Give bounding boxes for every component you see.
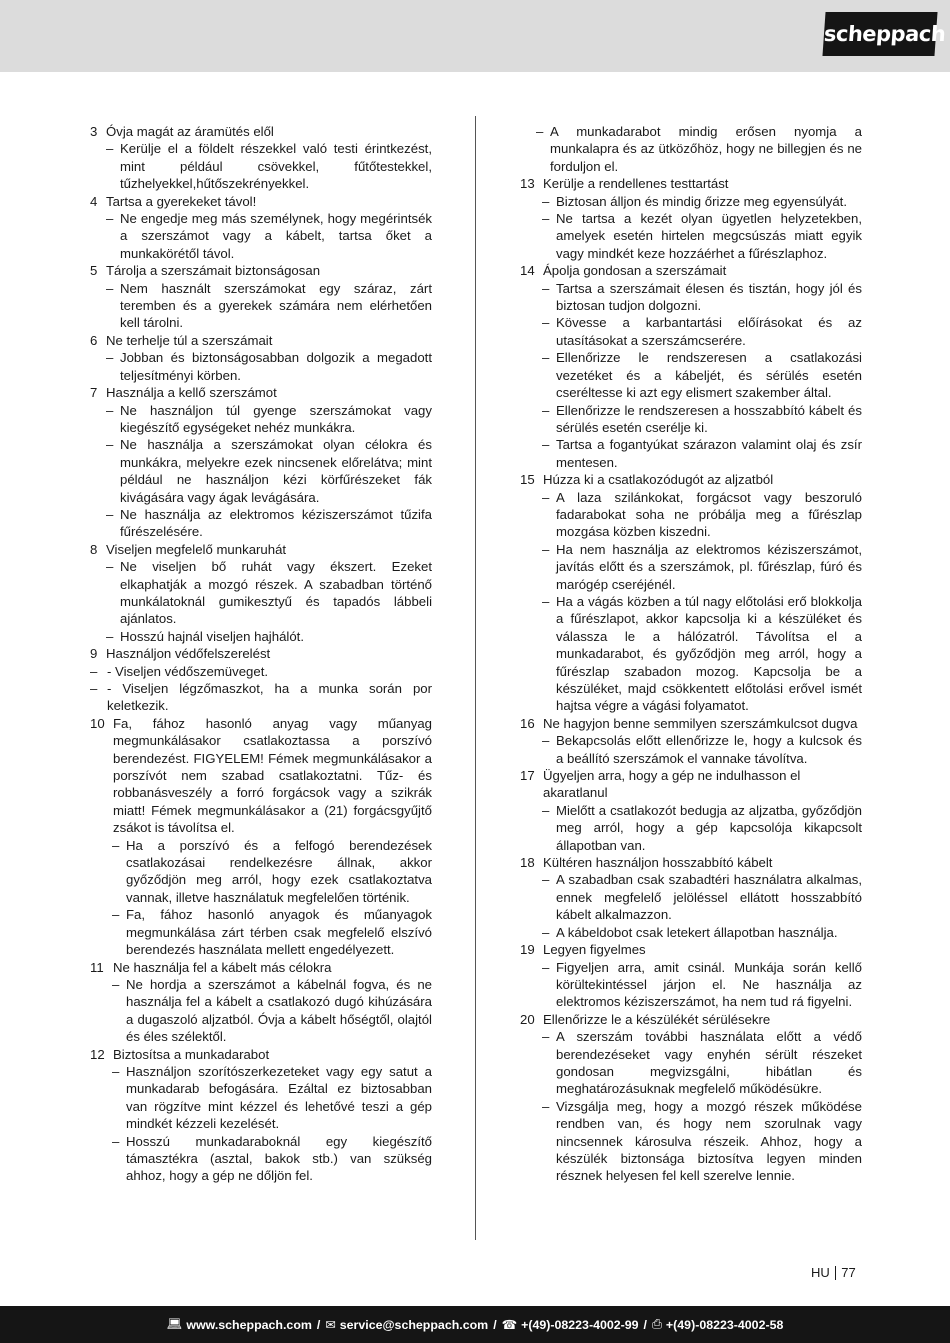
- bullet-text: A szerszám további használata előtt a védő berendezéseket vagy enyhén sérült részeket gondosan megvizsgálni, hibátlan és meghatározásuknak megfelelő működésükre.: [556, 1029, 862, 1097]
- section-number: 17: [520, 768, 535, 784]
- bullet-item: [520, 732, 862, 767]
- bullet-dash: –: [542, 541, 550, 557]
- section-title: Kültéren használjon hosszabbító kábelt: [543, 855, 773, 871]
- section-title: Ügyeljen arra, hogy a gép ne indulhasson el akaratlanul: [543, 768, 801, 801]
- section-heading: [520, 1011, 862, 1028]
- bullet-dash: –: [106, 402, 114, 418]
- bullet-item: [90, 1133, 432, 1185]
- section-title: Óvja magát az áramütés elől: [106, 124, 274, 139]
- bullet-dash: –: [542, 872, 550, 888]
- bullet-text: Ne hordja a szerszámot a kábelnál fogva, és ne használja fel a kábelt a csatlakozó dugó kihúzására a dugaszoló aljzatból. Óvja a kábelt hőségtől, olajtól és éles szélektől.: [126, 976, 432, 1045]
- section-number: 13: [520, 176, 535, 192]
- bullet-item: [90, 349, 432, 384]
- section-title: Fa, fához hasonló anyag vagy műanyag megmunkálásakor csatlakoztassa a porszívó berendezést. FIGYELEM! Fémek megmunkálásakor a porszívót nem szabad csatlakoztatni. Tűz- és robbanásveszély a forró forgácsok vagy a szikrák miatt! Fémek megmunkálásakor a (21) forgácsgyűjtő zsákot is távolítsa el.: [113, 715, 432, 836]
- bullet-text: Jobban és biztonságosabban dolgozik a megadott teljesítményi körben.: [120, 350, 432, 383]
- phone-icon: ☎︎: [501, 1318, 518, 1332]
- language-code: HU: [811, 1265, 830, 1280]
- page-number: [811, 1265, 856, 1280]
- bullet-item: [520, 193, 862, 210]
- section-number: 7: [90, 385, 98, 401]
- bullet-text: Kövesse a karbantartási előírásokat és az utasításokat a szerszámcserére.: [556, 315, 862, 348]
- section-title: Tartsa a gyerekeket távol!: [106, 193, 257, 209]
- bullet-dash: –: [542, 593, 550, 609]
- bullet-item: [520, 593, 862, 715]
- bullet-item: [90, 436, 432, 506]
- section-number: 9: [90, 646, 98, 662]
- right-column: [520, 123, 862, 1185]
- section-number: 4: [90, 193, 98, 209]
- bullet-dash: –: [542, 489, 550, 505]
- bullet-text: Biztosan álljon és mindig őrizze meg egyensúlyát.: [556, 193, 848, 209]
- bullet-dash: –: [542, 350, 550, 366]
- header-band: [0, 0, 950, 72]
- bullet-item: [520, 959, 862, 1011]
- bullet-text: Ha a vágás közben a túl nagy előtolási erő blokkolja a fűrészlapot, akkor kapcsolja ki a készüléket és válassza le a hálózatról. Távolítsa el a munkadarabot, és győződjön meg arról, hogy a fűrészlap szabadon mozog. Kapcsolja be a készüléket, majd csökkentett előtolási erővel ismét hajtsa végre a vágási folyamatot.: [556, 593, 862, 714]
- bullet-text: Mielőtt a csatlakozót bedugja az aljzatba, győződjön meg arról, hogy a gép kapcsolója kikapcsolt állapotban van.: [556, 802, 862, 853]
- bullet-text: A szabadban csak szabadtéri használatra alkalmas, ennek megfelelő jelöléssel ellátott hosszabbító kábelt alkalmazzon.: [556, 872, 862, 923]
- section-heading: [520, 767, 862, 802]
- bullet-dash: –: [542, 437, 550, 453]
- bullet-dash: –: [106, 350, 114, 366]
- bullet-dash: –: [106, 506, 114, 522]
- footer-separator: /: [316, 1317, 321, 1332]
- section-title: Legyen figyelmes: [543, 942, 646, 958]
- bullet-dash: –: [542, 315, 550, 331]
- footer-separator: /: [493, 1317, 497, 1332]
- bullet-text: A laza szilánkokat, forgácsot vagy beszoruló fadarabokat soha ne próbálja meg a fűrészlap mozgása közben kiszedni.: [556, 489, 862, 540]
- section-title: Használjon védőfelszerelést: [106, 646, 271, 662]
- bullet-dash: –: [542, 280, 550, 296]
- bullet-item: [90, 210, 432, 262]
- section-number: 14: [520, 263, 535, 279]
- bullet-text: Ne tartsa a kezét olyan ügyetlen helyzetekben, amelyek esetén hirtelen megcsúszás miatt egyik vagy mindkét keze hozzáérhet a fűrészlaphoz.: [556, 211, 862, 261]
- section-number: 15: [520, 472, 535, 488]
- section-number: 12: [90, 1046, 105, 1062]
- section-title: Ne terhelje túl a szerszámait: [106, 332, 273, 348]
- bullet-dash: –: [112, 837, 120, 853]
- bullet-item: [520, 541, 862, 593]
- section-title: Húzza ki a csatlakozódugót az aljzatból: [543, 472, 774, 488]
- bullet-dash: –: [542, 402, 550, 418]
- bullet-dash: –: [106, 280, 114, 296]
- section-title: Használja a kellő szerszámot: [106, 385, 277, 401]
- footer-phone[interactable]: +(49)-08223-4002-99: [521, 1317, 639, 1332]
- bullet-item: [90, 680, 432, 715]
- section-heading: [520, 175, 862, 192]
- bullet-text: Ellenőrizze le rendszeresen a hosszabbító kábelt és sérülés esetén cserélje ki.: [556, 402, 862, 435]
- footer-bar: [0, 1306, 950, 1343]
- section-heading: [520, 262, 862, 279]
- section-title: Biztosítsa a munkadarabot: [113, 1046, 270, 1062]
- bullet-text: Ellenőrizze le rendszeresen a csatlakozási vezetéket és a kábeljét, és sérülés esetén cseréltesse ki azt egy elismert szakember által.: [556, 350, 862, 401]
- page-number-value: 77: [841, 1265, 856, 1280]
- bullet-item: [520, 402, 862, 437]
- bullet-text: Ne használja a szerszámokat olyan célokra és munkákra, melyekre ezek nincsenek előrelátva; mint például ne használjon kézi körfűrészeket fák kivágására vagy ágak levágására.: [120, 437, 432, 505]
- section-title: Kerülje a rendellenes testtartást: [543, 176, 729, 192]
- bullet-text: - Viseljen védőszemüveget.: [107, 663, 269, 679]
- section-number: 11: [90, 959, 104, 975]
- bullet-dash: –: [112, 1063, 120, 1079]
- section-title: Ne használja fel a kábelt más célokra: [113, 959, 332, 975]
- bullet-dash: –: [106, 437, 114, 453]
- footer-email[interactable]: service@scheppach.com: [339, 1317, 489, 1332]
- bullet-text: Hosszú munkadaraboknál egy kiegészítő támasztékra (asztal, bakok stb.) van szükség ahhoz, hogy a gép ne dőljön fel.: [126, 1133, 432, 1184]
- bullet-dash: –: [542, 959, 550, 975]
- section-heading: [90, 715, 432, 837]
- bullet-item: [90, 837, 432, 907]
- section-heading: [520, 715, 862, 732]
- brand-logo: scheppach: [822, 12, 937, 56]
- section-heading: [90, 332, 432, 349]
- bullet-dash: –: [542, 802, 550, 818]
- bullet-item: [520, 802, 862, 854]
- section-title: Ellenőrizze le a készülékét sérülésekre: [543, 1011, 771, 1027]
- section-heading: [90, 193, 432, 210]
- bullet-dash: –: [106, 211, 114, 227]
- bullet-item: [520, 871, 862, 923]
- section-title: Tárolja a szerszámait biztonságosan: [106, 263, 321, 279]
- footer-fax[interactable]: +(49)-08223-4002-58: [665, 1317, 784, 1332]
- bullet-text: Ha a porszívó és a felfogó berendezések csatlakozásai rendelkezésre állnak, akkor győződjön meg arról, hogy ezek csatlakoztatva vannak, illetve használatuk megfelelően történik.: [126, 837, 432, 905]
- section-title: Ne hagyjon benne semmilyen szerszámkulcsot dugva: [543, 715, 858, 731]
- page-number-separator: [835, 1266, 837, 1280]
- bullet-item: [520, 1098, 862, 1185]
- bullet-dash: –: [112, 976, 120, 992]
- bullet-item: [90, 402, 432, 437]
- section-number: 16: [520, 715, 535, 731]
- bullet-dash: –: [106, 559, 114, 575]
- bullet-dash: –: [542, 1098, 550, 1114]
- section-heading: [90, 262, 432, 279]
- footer-website[interactable]: www.scheppach.com: [186, 1317, 312, 1332]
- bullet-text: Tartsa a fogantyúkat szárazon valamint olaj és zsír mentesen.: [556, 437, 862, 470]
- bullet-dash: –: [106, 141, 114, 157]
- bullet-item: [90, 1063, 432, 1133]
- bullet-text: Vizsgálja meg, hogy a mozgó részek működése rendben van, és hogy nem szorulnak vagy nincsennek károsulva részeik. Ahhoz, hogy a készülék biztonsága biztosítva legyen minden résznek helyesen fel kell szerelve lennie.: [556, 1098, 862, 1184]
- bullet-item: [90, 906, 432, 958]
- section-number: 8: [90, 541, 98, 557]
- bullet-item: [90, 976, 432, 1046]
- bullet-item: [520, 349, 862, 401]
- bullet-dash: –: [542, 1029, 550, 1045]
- section-heading: [90, 645, 432, 662]
- bullet-text: Használjon szorítószerkezeteket vagy egy satut a munkadarab befogására. Ezáltal ez biztosabban van rögzítve mint kézzel és lehetővé teszi a gép mindkét kézzeli kezelését.: [126, 1063, 432, 1132]
- left-column: [90, 123, 432, 1185]
- bullet-dash: –: [90, 663, 98, 679]
- bullet-text: Hosszú hajnál viseljen hajhálót.: [120, 628, 305, 644]
- section-heading: [90, 959, 432, 976]
- section-heading: [90, 541, 432, 558]
- section-title: Viseljen megfelelő munkaruhát: [106, 541, 287, 557]
- footer-separator: /: [643, 1317, 647, 1332]
- bullet-text: Figyeljen arra, amit csinál. Munkája során kellő körültekintéssel járjon el. Ne használja az elektromos kéziszerszámot, ha nem tud rá figyelni.: [556, 959, 862, 1010]
- bullet-item: [520, 924, 862, 941]
- section-number: 10: [90, 715, 105, 731]
- bullet-dash: –: [542, 211, 550, 227]
- bullet-item: [520, 280, 862, 315]
- section-heading: [90, 384, 432, 401]
- section-heading: [520, 471, 862, 488]
- section-number: 18: [520, 855, 535, 871]
- bullet-text: Tartsa a szerszámait élesen és tisztán, hogy jól és biztosan tudjon dolgozni.: [556, 280, 862, 314]
- section-number: 20: [520, 1011, 535, 1027]
- bullet-item: [520, 210, 862, 262]
- bullet-text: Kerülje el a földelt részekkel való testi érintkezést, mint például csövekkel, fűtőtestekkel, tűzhelyekkel,hűtőszekrényekkel.: [120, 141, 432, 192]
- bullet-text: Bekapcsolás előtt ellenőrizze le, hogy a kulcsok és a beállító szerszámok el vannake távolítva.: [556, 733, 862, 766]
- bullet-item: [90, 558, 432, 628]
- bullet-text: Ne viseljen bő ruhát vagy ékszert. Ezeket elkaphatják a mozgó részek. A szabadban történő munkálatoknál gumikesztyű és tapadós lábbeli ajánlatos.: [120, 559, 432, 627]
- bullet-text: Ne engedje meg más személynek, hogy megérintsék a szerszámot vagy a kábelt, tartsa őket a munkakörétől távol.: [120, 211, 432, 261]
- section-number: 3: [90, 124, 98, 139]
- bullet-text: Ne használja az elektromos kéziszerszámot tűzifa fűrészelésére.: [120, 506, 432, 540]
- section-number: 5: [90, 263, 98, 279]
- bullet-text: Ne használjon túl gyenge szerszámokat vagy kiegészítő egységeket nehéz munkákra.: [120, 402, 432, 435]
- mail-icon: ✉︎: [325, 1318, 336, 1332]
- laptop-icon: 💻︎: [166, 1317, 183, 1331]
- column-divider: [475, 116, 476, 1240]
- bullet-item: [90, 140, 432, 192]
- section-heading: [90, 1046, 432, 1063]
- bullet-dash: –: [106, 628, 114, 644]
- section-number: 19: [520, 942, 535, 958]
- bullet-item: [520, 436, 862, 471]
- bullet-item: [520, 123, 862, 175]
- bullet-text: Nem használt szerszámokat egy száraz, zárt teremben és a gyerekek számára nem elérhetően kell tárolni.: [120, 280, 432, 331]
- bullet-text: A kábeldobot csak letekert állapotban használja.: [556, 924, 838, 940]
- bullet-text: A munkadarabot mindig erősen nyomja a munkalapra és az ütközőhöz, hogy ne billegjen és ne forduljon el.: [550, 124, 862, 174]
- bullet-dash: –: [536, 124, 544, 139]
- bullet-item: [520, 1028, 862, 1098]
- bullet-dash: –: [112, 907, 120, 923]
- bullet-item: [90, 628, 432, 645]
- section-heading: [520, 854, 862, 871]
- bullet-item: [520, 314, 862, 349]
- section-number: 6: [90, 332, 98, 348]
- bullet-item: [520, 489, 862, 541]
- bullet-dash: –: [542, 733, 550, 749]
- bullet-text: Fa, fához hasonló anyagok és műanyagok megmunkálása zárt térben csak megfelelő elszívó berendezés használata mellett engedélyezett.: [126, 907, 432, 958]
- fax-icon: ⎙︎: [652, 1317, 662, 1331]
- section-title: Ápolja gondosan a szerszámait: [543, 263, 727, 279]
- bullet-dash: –: [112, 1133, 120, 1149]
- bullet-text: Ha nem használja az elektromos kéziszerszámot, javítás előtt és a szerszámok, pl. fűrészlap, fúró és marógép cseréjénél.: [556, 541, 862, 592]
- bullet-text: - Viseljen légzőmaszkot, ha a munka során por keletkezik.: [107, 681, 432, 714]
- bullet-dash: –: [542, 924, 550, 940]
- bullet-item: [90, 663, 432, 680]
- bullet-item: [90, 280, 432, 332]
- section-heading: [90, 123, 432, 140]
- bullet-dash: –: [90, 681, 98, 696]
- section-heading: [520, 941, 862, 958]
- bullet-item: [90, 506, 432, 541]
- bullet-dash: –: [542, 193, 550, 209]
